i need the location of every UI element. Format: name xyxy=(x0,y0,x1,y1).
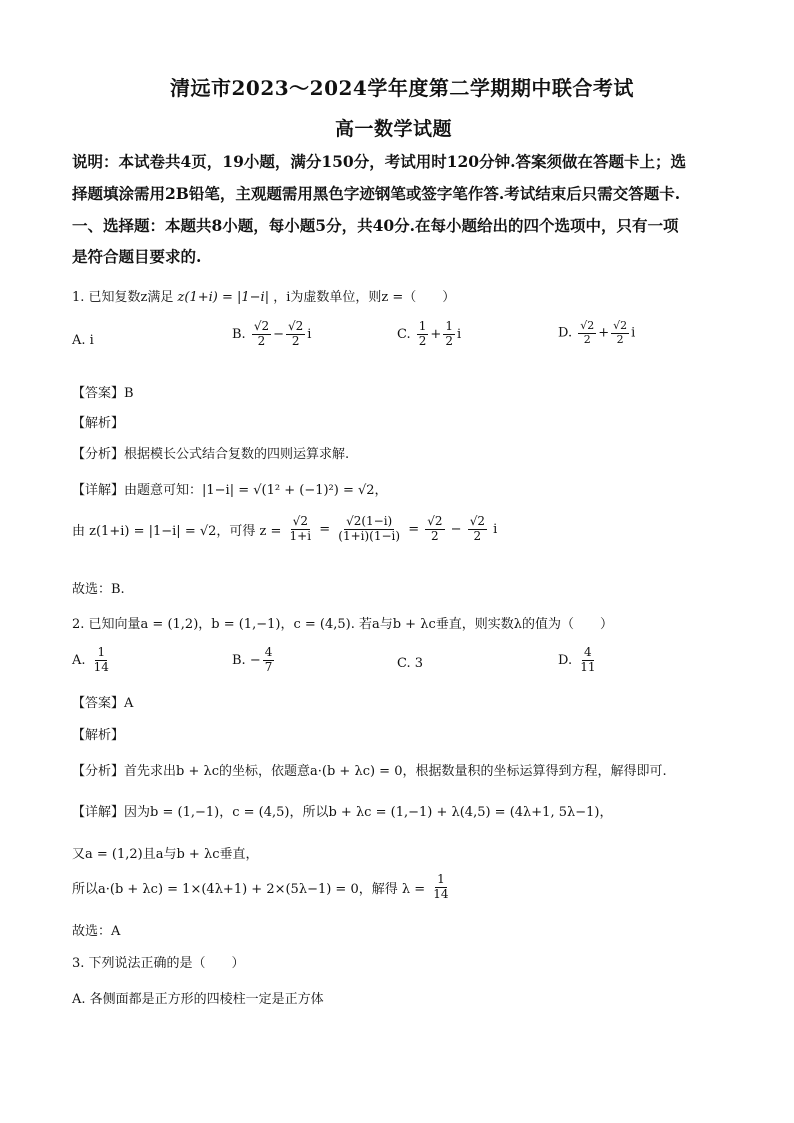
q1-option-c-frac1 xyxy=(417,320,429,349)
q2-option-a-label: A. xyxy=(72,652,86,668)
q1-step-2 xyxy=(72,515,497,544)
q1-fenxi xyxy=(72,443,349,462)
xiangjie-text: 因为b = (1,−1)，c = (4,5)，所以b + λc = (1,−1) + λ(4,5) = (4λ+1, 5λ−1)， xyxy=(124,805,613,820)
q1-conclusion: 故选：B. xyxy=(72,582,125,597)
plus-sign: + xyxy=(598,325,610,341)
page-subtitle: 高一数学试题 xyxy=(335,118,453,140)
q1-step2-frac4 xyxy=(468,515,487,544)
q1-option-a: A. i xyxy=(72,333,94,348)
minus-sign: − xyxy=(450,521,462,537)
q2-step3-frac xyxy=(431,873,450,902)
q2-option-a xyxy=(72,646,113,675)
fenxi-label: 【分析】 xyxy=(72,764,125,779)
answer-label: 【答案】 xyxy=(72,696,125,711)
plus-sign: + xyxy=(430,326,442,342)
q1-option-b-frac2 xyxy=(286,320,305,349)
denominator: 14 xyxy=(93,659,109,674)
q2-step3-text: 所以a·(b + λc) = 1×(4λ+1) + 2×(5λ−1) = 0，解得 λ = xyxy=(72,881,426,897)
denominator: 2 xyxy=(473,528,482,543)
q1-stem-equation: z(1+i) = |1−i| xyxy=(177,290,270,305)
imag-unit: i xyxy=(456,326,462,342)
denominator: 2 xyxy=(291,333,300,348)
numerator: √2 xyxy=(292,514,308,528)
q1-analysis-label: 【解析】 xyxy=(72,416,125,431)
q2-option-b-frac xyxy=(263,646,275,675)
minus-sign: − xyxy=(273,326,285,342)
q1-option-c xyxy=(397,320,461,349)
q1-option-b-label: B. xyxy=(232,326,246,342)
page-title: 清远市2023～2024学年度第二学期期中联合考试 xyxy=(170,76,634,100)
minus-sign: − xyxy=(249,652,261,668)
instructions-line-2: 择题填涂需用2B铅笔，主观题需用黑色字迹钢笔或签字笔作答.考试结束后只需交答题卡. xyxy=(72,184,681,203)
denominator: 2 xyxy=(418,333,427,348)
answer-label: 【答案】 xyxy=(72,386,125,401)
answer-value: B xyxy=(124,386,134,401)
imag-unit: i xyxy=(493,521,498,537)
numerator: √2(1−i) xyxy=(346,514,393,528)
q2-option-a-frac xyxy=(92,646,111,675)
q1-stem-b: ，i为虚数单位，则z =（ ） xyxy=(273,290,456,305)
q2-stem: 2. 已知向量a = (1,2)，b = (1,−1)，c = (4,5). 若a与b + λc垂直，则实数λ的值为（ ） xyxy=(72,617,613,632)
numerator: √2 xyxy=(427,514,443,528)
instructions-line-1: 说明：本试卷共4页，19小题，满分150分，考试用时120分钟.答案须做在答题卡上；选 xyxy=(72,152,686,171)
denominator: 2 xyxy=(257,333,266,348)
numerator: √2 xyxy=(469,514,485,528)
imag-unit: i xyxy=(307,326,312,342)
denominator: 11 xyxy=(580,659,596,674)
numerator: √2 xyxy=(613,319,628,332)
q2-option-d-frac xyxy=(578,646,597,675)
q2-option-d xyxy=(558,646,600,675)
numerator: 1 xyxy=(437,872,445,886)
q1-stem-a: 1. 已知复数z满足 xyxy=(72,290,174,305)
q3-option-a: A. 各侧面都是正方形的四棱柱一定是正方体 xyxy=(72,992,324,1007)
xiangjie-label: 【详解】 xyxy=(72,483,125,498)
q2-step-2: 又a = (1,2)且a与b + λc垂直， xyxy=(72,847,259,862)
numerator: √2 xyxy=(253,319,270,333)
numerator: 4 xyxy=(264,645,273,659)
q1-answer xyxy=(72,382,134,401)
equals-sign: = xyxy=(319,521,331,537)
q1-xiangjie xyxy=(72,479,388,498)
q2-step-3 xyxy=(72,873,453,902)
q1-option-c-label: C. xyxy=(397,326,411,342)
q1-option-d xyxy=(558,320,635,346)
q1-option-b xyxy=(232,320,311,349)
q2-option-d-label: D. xyxy=(558,652,573,668)
numerator: √2 xyxy=(288,319,304,333)
denominator: 7 xyxy=(264,659,273,674)
q2-fenxi xyxy=(72,760,667,779)
numerator: 1 xyxy=(418,319,427,333)
equals-sign: = xyxy=(408,521,420,537)
q2-xiangjie xyxy=(72,801,612,820)
q1-option-d-frac1 xyxy=(578,320,596,346)
fenxi-text: 首先求出b + λc的坐标，依题意a·(b + λc) = 0，根据数量积的坐标运算得到方程，解得即可. xyxy=(124,764,667,779)
xiangjie-label: 【详解】 xyxy=(72,805,125,820)
q3-stem: 3. 下列说法正确的是（ ） xyxy=(72,956,245,971)
numerator: 1 xyxy=(97,645,106,659)
denominator: 14 xyxy=(433,886,449,901)
denominator: 2 xyxy=(431,528,439,543)
q2-conclusion: 故选：A xyxy=(72,924,121,939)
numerator: 1 xyxy=(445,319,453,333)
q1-step2-frac1 xyxy=(288,515,314,544)
q2-option-b xyxy=(232,646,276,675)
q1-step2-text: 由 z(1+i) = |1−i| = √2，可得 z = xyxy=(72,523,282,539)
numerator: 4 xyxy=(584,645,592,659)
fenxi-text: 根据模长公式结合复数的四则运算求解. xyxy=(124,447,350,462)
answer-value: A xyxy=(124,696,134,711)
xiangjie-text: 由题意可知：|1−i| = √(1² + (−1)²) = √2， xyxy=(124,483,388,498)
q1-step2-frac3 xyxy=(425,515,444,544)
denominator: 2 xyxy=(616,332,624,346)
denominator: 1+i xyxy=(289,528,312,543)
q1-option-d-label: D. xyxy=(558,325,573,341)
q1-option-c-frac2 xyxy=(443,320,455,349)
section-heading-line-2: 是符合题目要求的. xyxy=(72,247,202,266)
q1-option-b-frac1 xyxy=(252,320,271,349)
q1-option-d-frac2 xyxy=(611,320,629,346)
denominator: (1+i)(1−i) xyxy=(338,528,401,543)
q2-analysis-label: 【解析】 xyxy=(72,728,125,743)
q1-step2-frac2 xyxy=(336,515,402,544)
section-heading-line-1: 一、选择题：本题共8小题，每小题5分，共40分.在每小题给出的四个选项中，只有一项 xyxy=(72,216,679,235)
denominator: 2 xyxy=(445,333,453,348)
q2-option-c: C. 3 xyxy=(397,656,424,671)
numerator: √2 xyxy=(580,319,595,332)
q2-option-b-label: B. xyxy=(232,652,246,668)
q1-stem xyxy=(72,286,455,305)
denominator: 2 xyxy=(583,332,591,346)
q2-answer xyxy=(72,692,133,711)
imag-unit: i xyxy=(631,325,636,341)
fenxi-label: 【分析】 xyxy=(72,447,125,462)
